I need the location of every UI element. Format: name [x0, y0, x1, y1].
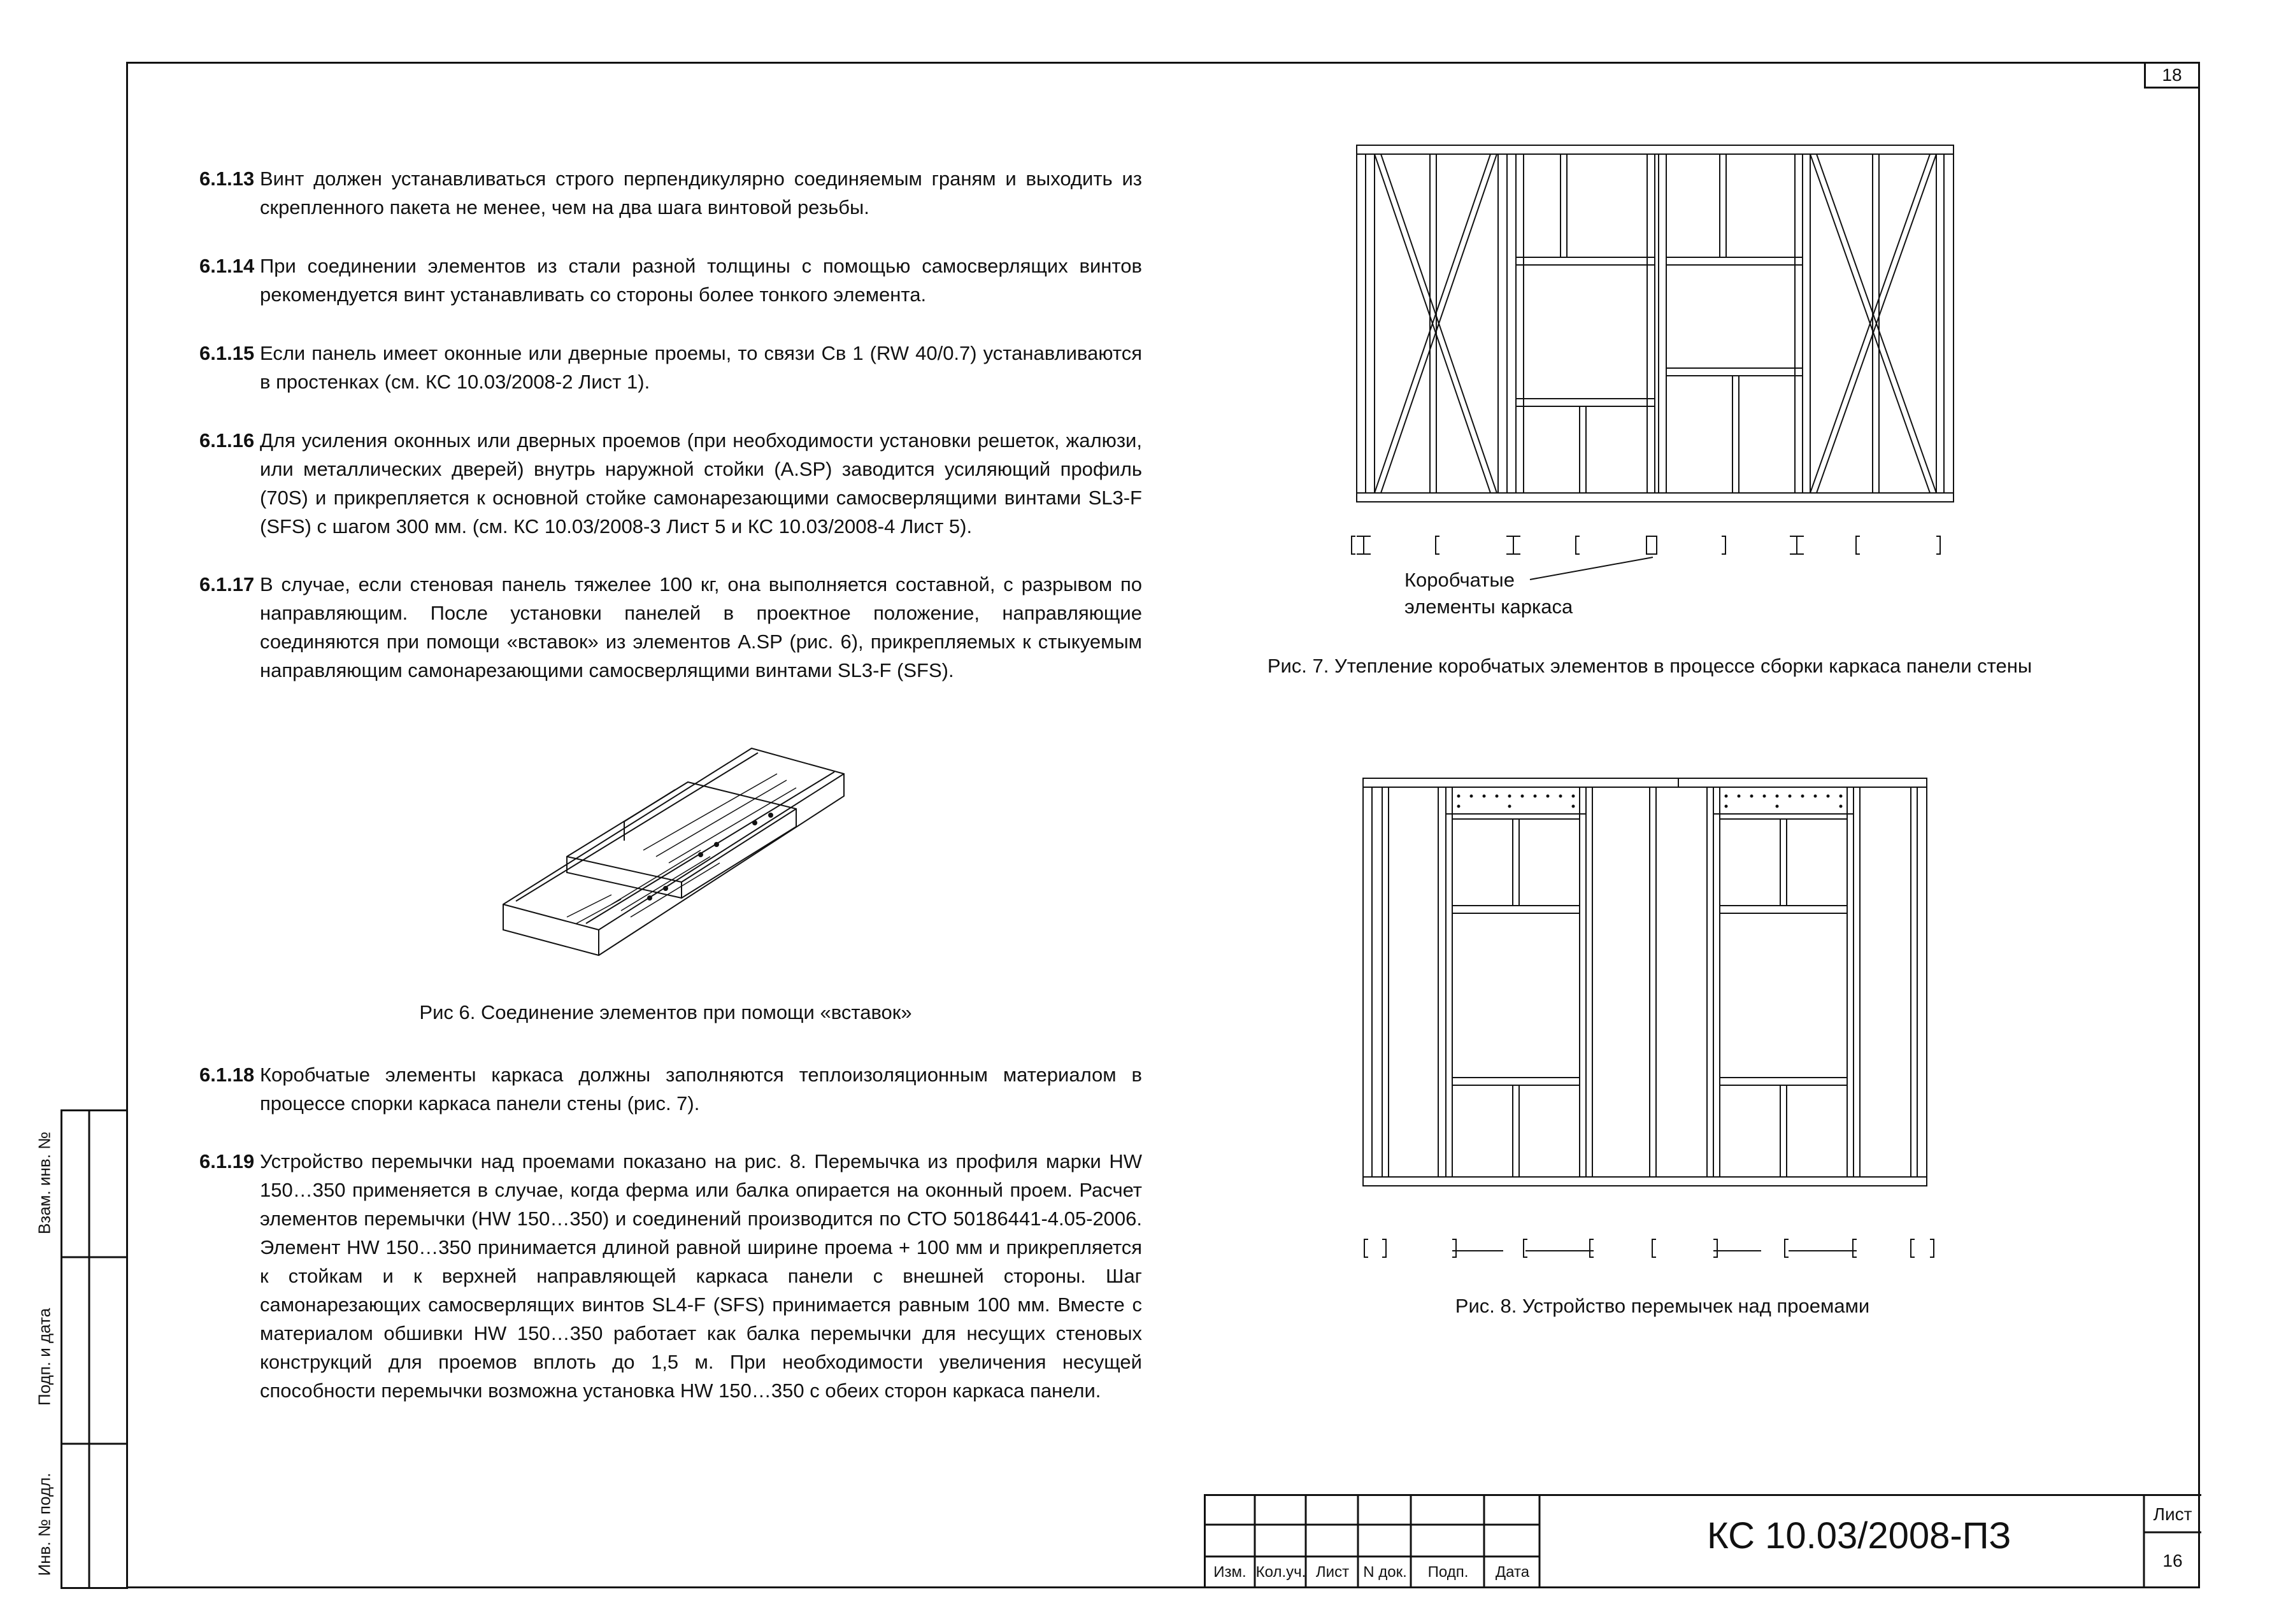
paragraph-text: Винт должен устанавливаться строго перпендикулярно соединяемым граням и выходить из скрепленного пакета не менее, чем на два шага винтовой резьбы.	[260, 167, 1142, 218]
paragraph-number: 6.1.18	[199, 1064, 255, 1086]
paragraph-6-1-15	[199, 339, 1142, 396]
paragraph-text: Устройство перемычки над проемами показано на рис. 8. Перемычка из профиля марки HW 150…350 применяется в случае, когда ферма или балка опирается на оконный проем. Расчет элементов перемычки (HW 150…350) и соединений производится по СТО 50186441-4.05-2006. Элемент HW 150…350 принимается длиной равной ширине проема + 100 мм и прикрепляется к стойкам и к верхней направляющей каркаса панели с внешней стороны. Шаг самонарезающих самосверлящих винтов SL4-F (SFS) принимается равным 100 мм. Вместе с материалом обшивки HW 150…350 работает как балка перемычки для несущих стеновых конструкций для проемов вплоть до 1,5 м. При необходимости увеличения несущей способности перемычки возможна установка HW 150…350 с обеих сторон каркаса панели.	[260, 1150, 1142, 1402]
figure-8-caption: Рис. 8. Устройство перемычек над проемами	[1455, 1295, 1870, 1317]
figure-7-callout-label	[1404, 567, 1573, 620]
paragraph-number: 6.1.19	[199, 1150, 255, 1172]
top-sheet-number: 18	[2144, 62, 2200, 89]
paragraph-6-1-14	[199, 252, 1142, 309]
sheet-label: Лист	[2153, 1504, 2192, 1524]
paragraph-text: В случае, если стеновая панель тяжелее 100 кг, она выполняется составной, с разрывом по направляющим. После установки панелей в проектное положение, направляющие соединяются при помощи «вставок» из элементов A.SP (рис. 6), прикрепляемых к стыкуемым направляющим самонарезающими самосверлящими винтами SL3-F (SFS).	[260, 573, 1142, 681]
paragraph-number: 6.1.13	[199, 167, 255, 190]
paragraph-text: При соединении элементов из стали разной толщины с помощью самосверлящих винтов рекомендуется винт устанавливать со стороны более тонкого элемента.	[260, 255, 1142, 306]
figure-7-wall-frame	[1357, 145, 1955, 508]
figure-7-caption: Рис. 7. Утепление коробчатых элементов в процессе сборки каркаса панели стены	[1267, 655, 2032, 677]
paragraph-6-1-18	[199, 1060, 1142, 1118]
paragraph-text: Для усиления оконных или дверных проемов (при необходимости установки решеток, жалюзи, или металлических дверей) внутрь наружной стойки (A.SP) заводится усиляющий профиль (70S) и прикрепляется к основной стойке самонарезающими самосверлящими винтами SL3-F (SFS) с шагом 300 мм. (см. КС 10.03/2008-3 Лист 5 и КС 10.03/2008-4 Лист 5).	[260, 429, 1142, 538]
stamp-podp-label: Подп. и дата	[34, 1307, 54, 1406]
figure-6-insert-drawing	[497, 713, 854, 968]
stamp-inv-label: Инв. № подл.	[34, 1472, 54, 1576]
paragraph-6-1-13	[199, 164, 1142, 222]
tb-header-list: Лист	[1315, 1563, 1350, 1581]
tb-header-koluch: Кол.уч.	[1255, 1563, 1306, 1581]
document-code: КС 10.03/2008-ПЗ	[1707, 1515, 2011, 1556]
paragraph-text: Если панель имеет оконные или дверные проемы, то связи Св 1 (RW 40/0.7) устанавливаются в простенках (см. КС 10.03/2008-2 Лист 1).	[260, 342, 1142, 393]
sheet-number: 16	[2162, 1551, 2183, 1571]
paragraph-number: 6.1.16	[199, 429, 255, 452]
side-stamp-grid	[61, 1109, 131, 1593]
figure-8-section-profiles	[1363, 1237, 1936, 1262]
stamp-vzam-label: Взам. инв. №	[34, 1131, 54, 1235]
callout-line-2: элементы каркаса	[1404, 595, 1573, 618]
paragraph-text: Коробчатые элементы каркаса должны заполняются теплоизоляционным материалом в процессе спорки каркаса панели стены (рис. 7).	[260, 1064, 1142, 1115]
paragraph-number: 6.1.15	[199, 342, 255, 364]
paragraph-6-1-16	[199, 426, 1142, 541]
paragraph-number: 6.1.17	[199, 573, 255, 595]
paragraph-number: 6.1.14	[199, 255, 255, 277]
callout-line-1: Коробчатые	[1404, 569, 1515, 591]
tb-header-ndok: N док.	[1363, 1563, 1407, 1581]
paragraph-6-1-17	[199, 570, 1142, 685]
tb-header-data: Дата	[1495, 1563, 1530, 1581]
tb-header-podp: Подп.	[1427, 1563, 1469, 1581]
figure-8-wall-frame	[1363, 778, 1936, 1192]
figure-6-caption: Рис 6. Соединение элементов при помощи «вставок»	[419, 1001, 912, 1023]
tb-header-izm: Изм.	[1213, 1563, 1247, 1581]
paragraph-6-1-19	[199, 1147, 1142, 1405]
